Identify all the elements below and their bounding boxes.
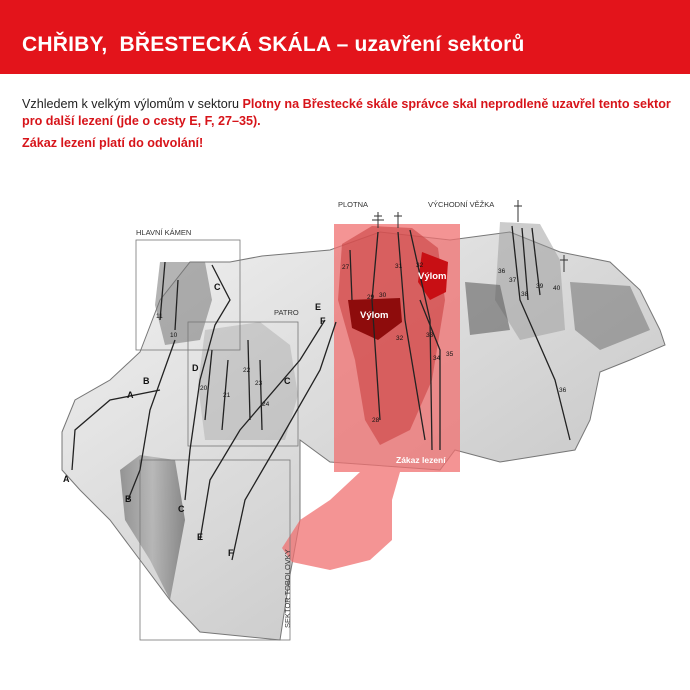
route-number-32-upper: 32 — [416, 262, 424, 269]
breakout-label-lower: Výlom — [360, 310, 389, 321]
rock-shadow-patro — [198, 322, 298, 440]
route-number-40: 40 — [553, 285, 561, 292]
sector-tobolovky: SEKTOR TOBOLOVKY — [283, 549, 292, 628]
warning-text: Zákaz lezení platí do odvolání! — [22, 136, 204, 150]
sector-plotna: PLOTNA — [338, 200, 369, 209]
route-label-C-patro: C — [284, 376, 291, 386]
route-number-32-lower: 32 — [396, 335, 404, 342]
route-number-24: 24 — [262, 401, 270, 408]
route-number-30: 30 — [379, 292, 387, 299]
sector-hlavni-kamen: HLAVNÍ KÁMEN — [136, 228, 192, 237]
topo-svg — [0, 150, 690, 690]
route-number-31: 31 — [395, 263, 403, 270]
route-number-37: 37 — [509, 277, 517, 284]
route-number-34: 34 — [433, 355, 441, 362]
notice-text — [22, 96, 682, 130]
title-banner — [0, 0, 690, 74]
route-label-F-upper: F — [320, 316, 326, 326]
route-label-C-lower: C — [178, 504, 185, 514]
route-number-36-lower: 36 — [559, 387, 567, 394]
route-number-36-upper: 36 — [498, 268, 506, 275]
route-number-28: 28 — [372, 417, 380, 424]
route-label-F-lower: F — [228, 548, 234, 558]
breakout-label-upper: Výlom — [418, 271, 447, 282]
route-number-21: 21 — [223, 392, 231, 399]
route-number-33: 33 — [426, 332, 434, 339]
route-label-E-upper: E — [315, 302, 322, 312]
closed-label: Zákaz lezení — [396, 455, 446, 465]
page-title: CHŘIBY, BŘESTECKÁ SKÁLA – uzavření sektorů — [22, 33, 525, 56]
route-label-A-lower: A — [63, 474, 70, 484]
sector-patro: PATRO — [274, 308, 299, 317]
route-label-B-lower: B — [125, 494, 132, 504]
route-number-29: 29 — [367, 294, 375, 301]
route-number-27: 27 — [342, 264, 350, 271]
topo-diagram — [0, 150, 690, 690]
notice-plain-text: Vzhledem k velkým výlomům v sektoru — [22, 97, 243, 111]
route-number-39: 39 — [536, 283, 544, 290]
route-number-38: 38 — [521, 291, 529, 298]
route-number-20: 20 — [200, 385, 208, 392]
notice-highlight-text: Plotny na Břestecké skále správce skal neprodleně uzavřel tento sektor pro další lezení (jde o cesty E, F, 27–35). — [22, 97, 671, 128]
route-label-D: D — [192, 363, 199, 373]
route-label-A-upper: A — [127, 390, 134, 400]
route-label-E-lower: E — [197, 532, 204, 542]
route-number-11: 11 — [156, 313, 163, 320]
sector-vychodni-vezka: VÝCHODNÍ VĚŽKA — [428, 200, 495, 209]
route-number-22: 22 — [243, 367, 251, 374]
route-number-35: 35 — [446, 351, 454, 358]
route-number-10: 10 — [170, 332, 178, 339]
route-number-23: 23 — [255, 380, 263, 387]
route-label-C-hlavni: C — [214, 282, 221, 292]
route-label-B-upper: B — [143, 376, 150, 386]
